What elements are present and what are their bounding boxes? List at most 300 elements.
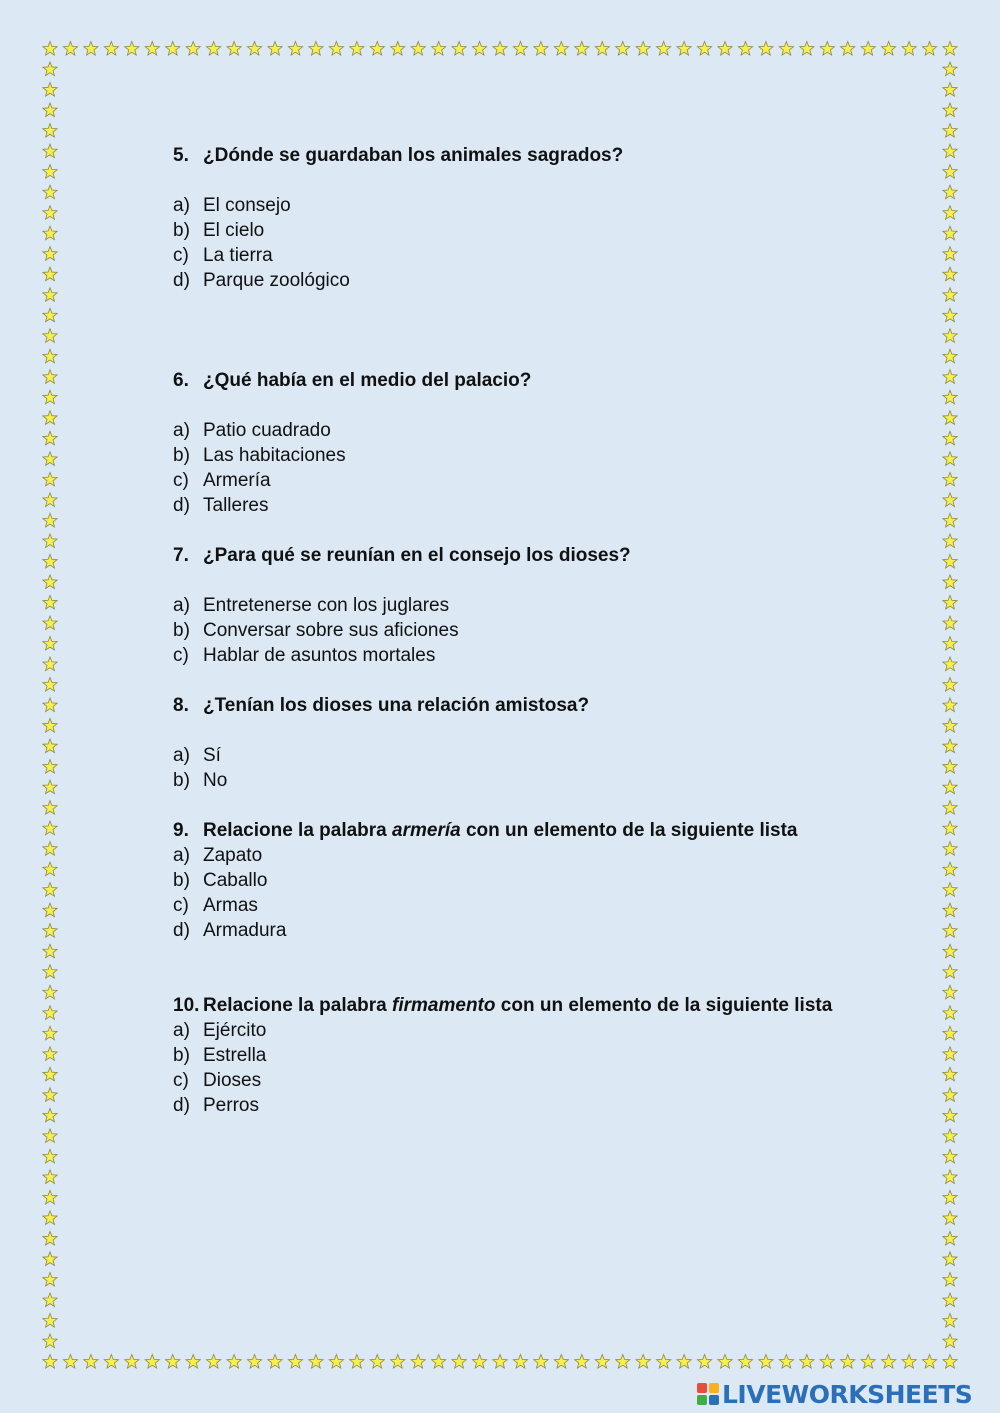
star-icon <box>943 965 957 979</box>
question-6 <box>173 368 853 518</box>
option-list <box>173 843 853 943</box>
star-icon <box>943 636 957 650</box>
star-icon <box>718 42 732 56</box>
option-b[interactable] <box>173 443 853 468</box>
star-icon <box>43 62 57 76</box>
star-icon <box>943 42 957 56</box>
star-icon <box>84 42 98 56</box>
option-c[interactable] <box>173 243 853 268</box>
star-icon <box>943 267 957 281</box>
star-icon <box>943 739 957 753</box>
star-icon <box>922 1355 936 1369</box>
option-letter: b) <box>173 620 190 641</box>
star-icon <box>595 42 609 56</box>
star-icon <box>697 1355 711 1369</box>
option-text: Talleres <box>203 495 269 516</box>
star-icon <box>943 226 957 240</box>
option-d[interactable] <box>173 268 853 293</box>
star-icon <box>943 698 957 712</box>
star-icon <box>943 349 957 363</box>
star-icon <box>759 42 773 56</box>
star-icon <box>43 862 57 876</box>
star-icon <box>43 1313 57 1327</box>
star-icon <box>145 1355 159 1369</box>
star-icon <box>370 1355 384 1369</box>
star-icon <box>943 1313 957 1327</box>
option-a[interactable] <box>173 593 853 618</box>
question-number: 8. <box>173 695 189 716</box>
option-letter: b) <box>173 870 190 891</box>
star-icon <box>820 42 834 56</box>
star-icon <box>43 329 57 343</box>
star-icon <box>943 390 957 404</box>
option-text: El consejo <box>203 195 291 216</box>
star-icon <box>43 390 57 404</box>
option-b[interactable] <box>173 1043 853 1068</box>
star-icon <box>43 801 57 815</box>
star-icon <box>943 308 957 322</box>
option-text: Las habitaciones <box>203 445 346 466</box>
option-text: Ejército <box>203 1020 267 1041</box>
option-text: Dioses <box>203 1070 262 1091</box>
worksheet-content <box>173 143 853 1118</box>
star-icon <box>43 1355 57 1369</box>
star-icon <box>943 452 957 466</box>
star-icon <box>43 349 57 363</box>
star-icon <box>943 165 957 179</box>
star-icon <box>943 288 957 302</box>
star-icon <box>472 1355 486 1369</box>
star-icon <box>943 1231 957 1245</box>
star-icon <box>268 1355 282 1369</box>
star-icon <box>43 1211 57 1225</box>
star-icon <box>227 42 241 56</box>
option-text: Estrella <box>203 1045 267 1066</box>
question-text: ¿Tenían los dioses una relación amistosa? <box>203 695 590 716</box>
star-icon <box>43 616 57 630</box>
star-icon <box>943 62 957 76</box>
option-letter: d) <box>173 270 190 291</box>
star-icon <box>943 801 957 815</box>
star-icon <box>882 1355 896 1369</box>
star-icon <box>43 595 57 609</box>
star-icon <box>43 636 57 650</box>
star-icon <box>943 493 957 507</box>
star-icon <box>43 267 57 281</box>
star-icon <box>411 1355 425 1369</box>
star-icon <box>43 1252 57 1266</box>
star-icon <box>43 739 57 753</box>
option-letter: c) <box>173 1070 189 1091</box>
star-icon <box>43 472 57 486</box>
option-c[interactable] <box>173 468 853 493</box>
star-icon <box>329 42 343 56</box>
option-text: El cielo <box>203 220 265 241</box>
star-icon <box>43 842 57 856</box>
star-icon <box>63 42 77 56</box>
star-icon <box>43 1067 57 1081</box>
question-8 <box>173 693 853 793</box>
star-icon <box>145 42 159 56</box>
star-icon <box>882 42 896 56</box>
option-b[interactable] <box>173 218 853 243</box>
star-icon <box>943 780 957 794</box>
star-icon <box>43 965 57 979</box>
star-icon <box>943 411 957 425</box>
star-icon <box>943 924 957 938</box>
option-letter: b) <box>173 1045 190 1066</box>
star-icon <box>43 165 57 179</box>
star-icon <box>43 1006 57 1020</box>
star-icon <box>943 472 957 486</box>
star-icon <box>943 83 957 97</box>
star-icon <box>943 103 957 117</box>
option-c[interactable] <box>173 893 853 918</box>
star-icon <box>861 1355 875 1369</box>
question-keyword: firmamento <box>392 995 496 1016</box>
star-icon <box>657 42 671 56</box>
star-icon <box>943 247 957 261</box>
star-icon <box>43 513 57 527</box>
star-icon <box>104 1355 118 1369</box>
star-icon <box>534 1355 548 1369</box>
star-icon <box>247 42 261 56</box>
star-icon <box>636 1355 650 1369</box>
star-icon <box>452 42 466 56</box>
star-icon <box>616 1355 630 1369</box>
question-number: 9. <box>173 820 189 841</box>
star-icon <box>943 719 957 733</box>
question-number: 10. <box>173 995 200 1016</box>
option-a[interactable] <box>173 843 853 868</box>
star-icon <box>247 1355 261 1369</box>
liveworksheets-watermark[interactable] <box>697 1379 972 1409</box>
star-icon <box>43 144 57 158</box>
star-icon <box>943 657 957 671</box>
star-icon <box>186 1355 200 1369</box>
star-icon <box>43 452 57 466</box>
star-icon <box>43 185 57 199</box>
star-icon <box>288 42 302 56</box>
question-text <box>203 818 853 843</box>
star-icon <box>43 1149 57 1163</box>
star-icon <box>43 944 57 958</box>
star-icon <box>943 1129 957 1143</box>
star-icon <box>43 657 57 671</box>
question-5 <box>173 143 853 293</box>
star-icon <box>800 42 814 56</box>
star-icon <box>288 1355 302 1369</box>
liveworksheets-wordmark: LIVEWORKSHEETS <box>722 1379 973 1409</box>
star-icon <box>207 1355 221 1369</box>
option-b[interactable] <box>173 768 853 793</box>
star-icon <box>738 42 752 56</box>
star-icon <box>43 760 57 774</box>
star-icon <box>554 1355 568 1369</box>
star-icon <box>513 42 527 56</box>
star-icon <box>943 1170 957 1184</box>
option-list <box>173 743 853 793</box>
star-icon <box>738 1355 752 1369</box>
option-text: Parque zoológico <box>203 270 350 291</box>
option-letter: c) <box>173 645 189 666</box>
star-icon <box>943 513 957 527</box>
star-icon <box>43 780 57 794</box>
star-icon <box>616 42 630 56</box>
star-icon <box>513 1355 527 1369</box>
star-icon <box>43 370 57 384</box>
star-icon <box>309 42 323 56</box>
option-text: Caballo <box>203 870 268 891</box>
question-number: 5. <box>173 145 189 166</box>
star-icon <box>43 924 57 938</box>
star-icon <box>943 903 957 917</box>
star-icon <box>779 42 793 56</box>
option-a[interactable] <box>173 418 853 443</box>
star-icon <box>43 42 57 56</box>
star-icon <box>943 124 957 138</box>
star-icon <box>43 821 57 835</box>
star-icon <box>943 944 957 958</box>
star-icon <box>268 42 282 56</box>
star-icon <box>309 1355 323 1369</box>
star-icon <box>43 903 57 917</box>
option-list <box>173 1018 853 1118</box>
star-icon <box>943 1149 957 1163</box>
star-icon <box>943 554 957 568</box>
star-icon <box>43 1047 57 1061</box>
option-letter: d) <box>173 1095 190 1116</box>
star-icon <box>943 1047 957 1061</box>
star-icon <box>43 1026 57 1040</box>
star-icon <box>43 1231 57 1245</box>
star-icon <box>432 1355 446 1369</box>
option-text: Zapato <box>203 845 263 866</box>
question-number: 6. <box>173 370 189 391</box>
star-icon <box>943 1355 957 1369</box>
star-icon <box>943 1190 957 1204</box>
star-icon <box>452 1355 466 1369</box>
star-icon <box>391 1355 405 1369</box>
option-a[interactable] <box>173 193 853 218</box>
option-letter: c) <box>173 470 189 491</box>
star-icon <box>779 1355 793 1369</box>
option-letter: a) <box>173 195 190 216</box>
star-icon <box>943 1252 957 1266</box>
question-7 <box>173 543 853 668</box>
option-text: Conversar sobre sus aficiones <box>203 620 459 641</box>
option-text: Perros <box>203 1095 259 1116</box>
option-letter: b) <box>173 220 190 241</box>
star-icon <box>43 226 57 240</box>
star-icon <box>636 42 650 56</box>
star-icon <box>697 42 711 56</box>
star-icon <box>43 103 57 117</box>
star-icon <box>943 862 957 876</box>
star-icon <box>43 493 57 507</box>
option-letter: d) <box>173 920 190 941</box>
star-icon <box>432 42 446 56</box>
star-icon <box>43 534 57 548</box>
option-text: Armadura <box>203 920 287 941</box>
star-icon <box>43 83 57 97</box>
question-text <box>203 993 853 1018</box>
option-d[interactable] <box>173 493 853 518</box>
question-10 <box>173 993 853 1118</box>
question-text: ¿Dónde se guardaban los animales sagrados? <box>203 145 624 166</box>
star-icon <box>677 1355 691 1369</box>
star-icon <box>943 575 957 589</box>
option-c[interactable] <box>173 1068 853 1093</box>
option-text: Hablar de asuntos mortales <box>203 645 436 666</box>
option-text: La tierra <box>203 245 273 266</box>
star-icon <box>493 42 507 56</box>
option-text: Entretenerse con los juglares <box>203 595 450 616</box>
option-text: Sí <box>203 745 221 766</box>
star-icon <box>43 883 57 897</box>
star-icon <box>943 370 957 384</box>
star-icon <box>677 42 691 56</box>
star-icon <box>493 1355 507 1369</box>
star-icon <box>43 1190 57 1204</box>
star-icon <box>943 821 957 835</box>
option-a[interactable] <box>173 743 853 768</box>
option-letter: b) <box>173 445 190 466</box>
star-icon <box>350 42 364 56</box>
option-b[interactable] <box>173 868 853 893</box>
option-list <box>173 593 853 668</box>
star-icon <box>43 1170 57 1184</box>
liveworksheets-logo-icon <box>697 1383 719 1405</box>
star-icon <box>43 1108 57 1122</box>
question-text: ¿Para qué se reunían en el consejo los dioses? <box>203 545 631 566</box>
option-letter: c) <box>173 895 189 916</box>
option-text: Armas <box>203 895 258 916</box>
star-icon <box>800 1355 814 1369</box>
option-letter: a) <box>173 1020 190 1041</box>
star-icon <box>186 42 200 56</box>
star-icon <box>943 595 957 609</box>
question-text: ¿Qué había en el medio del palacio? <box>203 370 532 391</box>
star-icon <box>943 1108 957 1122</box>
option-list <box>173 193 853 293</box>
option-letter: c) <box>173 245 189 266</box>
star-icon <box>943 1211 957 1225</box>
star-icon <box>943 534 957 548</box>
star-icon <box>472 42 486 56</box>
star-icon <box>759 1355 773 1369</box>
star-icon <box>63 1355 77 1369</box>
star-icon <box>43 288 57 302</box>
star-icon <box>207 42 221 56</box>
star-icon <box>125 42 139 56</box>
star-icon <box>943 206 957 220</box>
star-icon <box>43 247 57 261</box>
star-icon <box>718 1355 732 1369</box>
star-icon <box>943 616 957 630</box>
question-keyword: armería <box>392 820 461 841</box>
star-icon <box>534 42 548 56</box>
star-icon <box>43 1334 57 1348</box>
option-d[interactable] <box>173 1093 853 1118</box>
star-icon <box>943 677 957 691</box>
option-letter: a) <box>173 420 190 441</box>
option-a[interactable] <box>173 1018 853 1043</box>
star-icon <box>943 842 957 856</box>
star-icon <box>841 1355 855 1369</box>
star-icon <box>943 883 957 897</box>
option-b[interactable] <box>173 618 853 643</box>
star-icon <box>43 124 57 138</box>
star-icon <box>943 431 957 445</box>
star-icon <box>841 42 855 56</box>
star-icon <box>43 206 57 220</box>
star-icon <box>350 1355 364 1369</box>
option-d[interactable] <box>173 918 853 943</box>
star-icon <box>227 1355 241 1369</box>
star-icon <box>43 985 57 999</box>
star-icon <box>943 1272 957 1286</box>
star-icon <box>902 1355 916 1369</box>
star-icon <box>43 411 57 425</box>
option-letter: a) <box>173 745 190 766</box>
star-icon <box>43 677 57 691</box>
star-icon <box>902 42 916 56</box>
question-9 <box>173 818 853 943</box>
star-icon <box>820 1355 834 1369</box>
star-icon <box>575 42 589 56</box>
star-icon <box>943 1293 957 1307</box>
question-text-part: Relacione la palabra <box>203 995 393 1016</box>
question-text-part: Relacione la palabra <box>203 820 393 841</box>
star-icon <box>125 1355 139 1369</box>
star-icon <box>43 1088 57 1102</box>
star-icon <box>657 1355 671 1369</box>
star-icon <box>43 308 57 322</box>
star-icon <box>861 42 875 56</box>
star-icon <box>943 144 957 158</box>
star-icon <box>43 431 57 445</box>
star-icon <box>43 719 57 733</box>
star-icon <box>943 760 957 774</box>
star-icon <box>166 42 180 56</box>
star-icon <box>943 1067 957 1081</box>
star-icon <box>329 1355 343 1369</box>
option-letter: d) <box>173 495 190 516</box>
star-icon <box>943 985 957 999</box>
star-icon <box>43 554 57 568</box>
star-icon <box>43 698 57 712</box>
option-letter: a) <box>173 595 190 616</box>
star-icon <box>943 1088 957 1102</box>
star-icon <box>391 42 405 56</box>
star-icon <box>411 42 425 56</box>
star-icon <box>943 185 957 199</box>
question-text-part: con un elemento de la siguiente lista <box>460 820 798 841</box>
star-icon <box>943 1334 957 1348</box>
star-icon <box>43 1272 57 1286</box>
option-text: Armería <box>203 470 271 491</box>
option-c[interactable] <box>173 643 853 668</box>
star-icon <box>84 1355 98 1369</box>
option-letter: a) <box>173 845 190 866</box>
star-icon <box>595 1355 609 1369</box>
option-letter: b) <box>173 770 190 791</box>
star-icon <box>43 575 57 589</box>
option-text: Patio cuadrado <box>203 420 331 441</box>
star-icon <box>943 1026 957 1040</box>
star-icon <box>575 1355 589 1369</box>
